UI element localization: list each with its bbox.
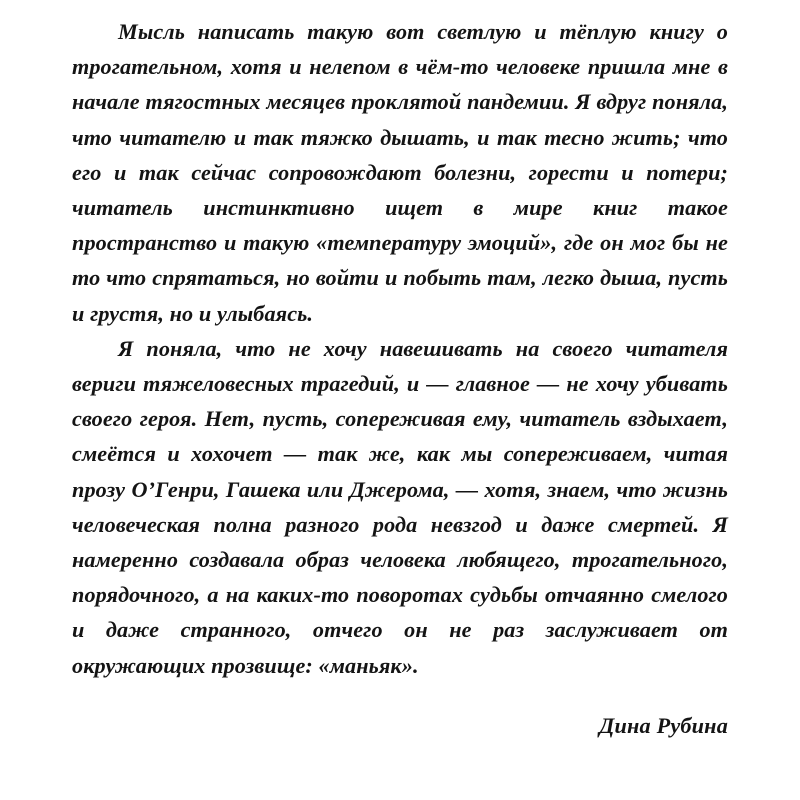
paragraph-1: Мысль написать такую вот светлую и тёплую книгу о трогательном, хотя и нелепом в чём-то человеке пришла мне в начале тягостных месяцев проклятой пандемии. Я вдруг поняла, что читателю и так тяжко дышать, и так тесно жить; что его и так сейчас сопровождают болезни, горести и потери; читатель инстинктивно ищет в мире книг такое пространство и такую «температуру эмоций», где он мог бы не то что спрятаться, но войти и побыть там, легко дыша, пусть и грустя, но и улыбаясь. — [72, 19, 728, 326]
paragraph-2: Я поняла, что не хочу навешивать на своего читателя вериги тяжеловесных трагедий, и — главное — не хочу убивать своего героя. Нет, пусть, сопереживая ему, читатель вздыхает, смеётся и хохочет — так же, как мы сопереживаем, читая прозу О’Генри, Гашека или Джерома, — хотя, знаем, что жизнь человеческая полна разного рода невзгод и даже смертей. Я намеренно создавала образ человека любящего, трогательного, порядочного, а на каких-то поворотах судьбы отчаянно смелого и даже странного, отчего он не раз заслуживает от окружающих прозвище: «маньяк». — [72, 335, 728, 678]
author-signature: Дина Рубина — [599, 712, 728, 738]
